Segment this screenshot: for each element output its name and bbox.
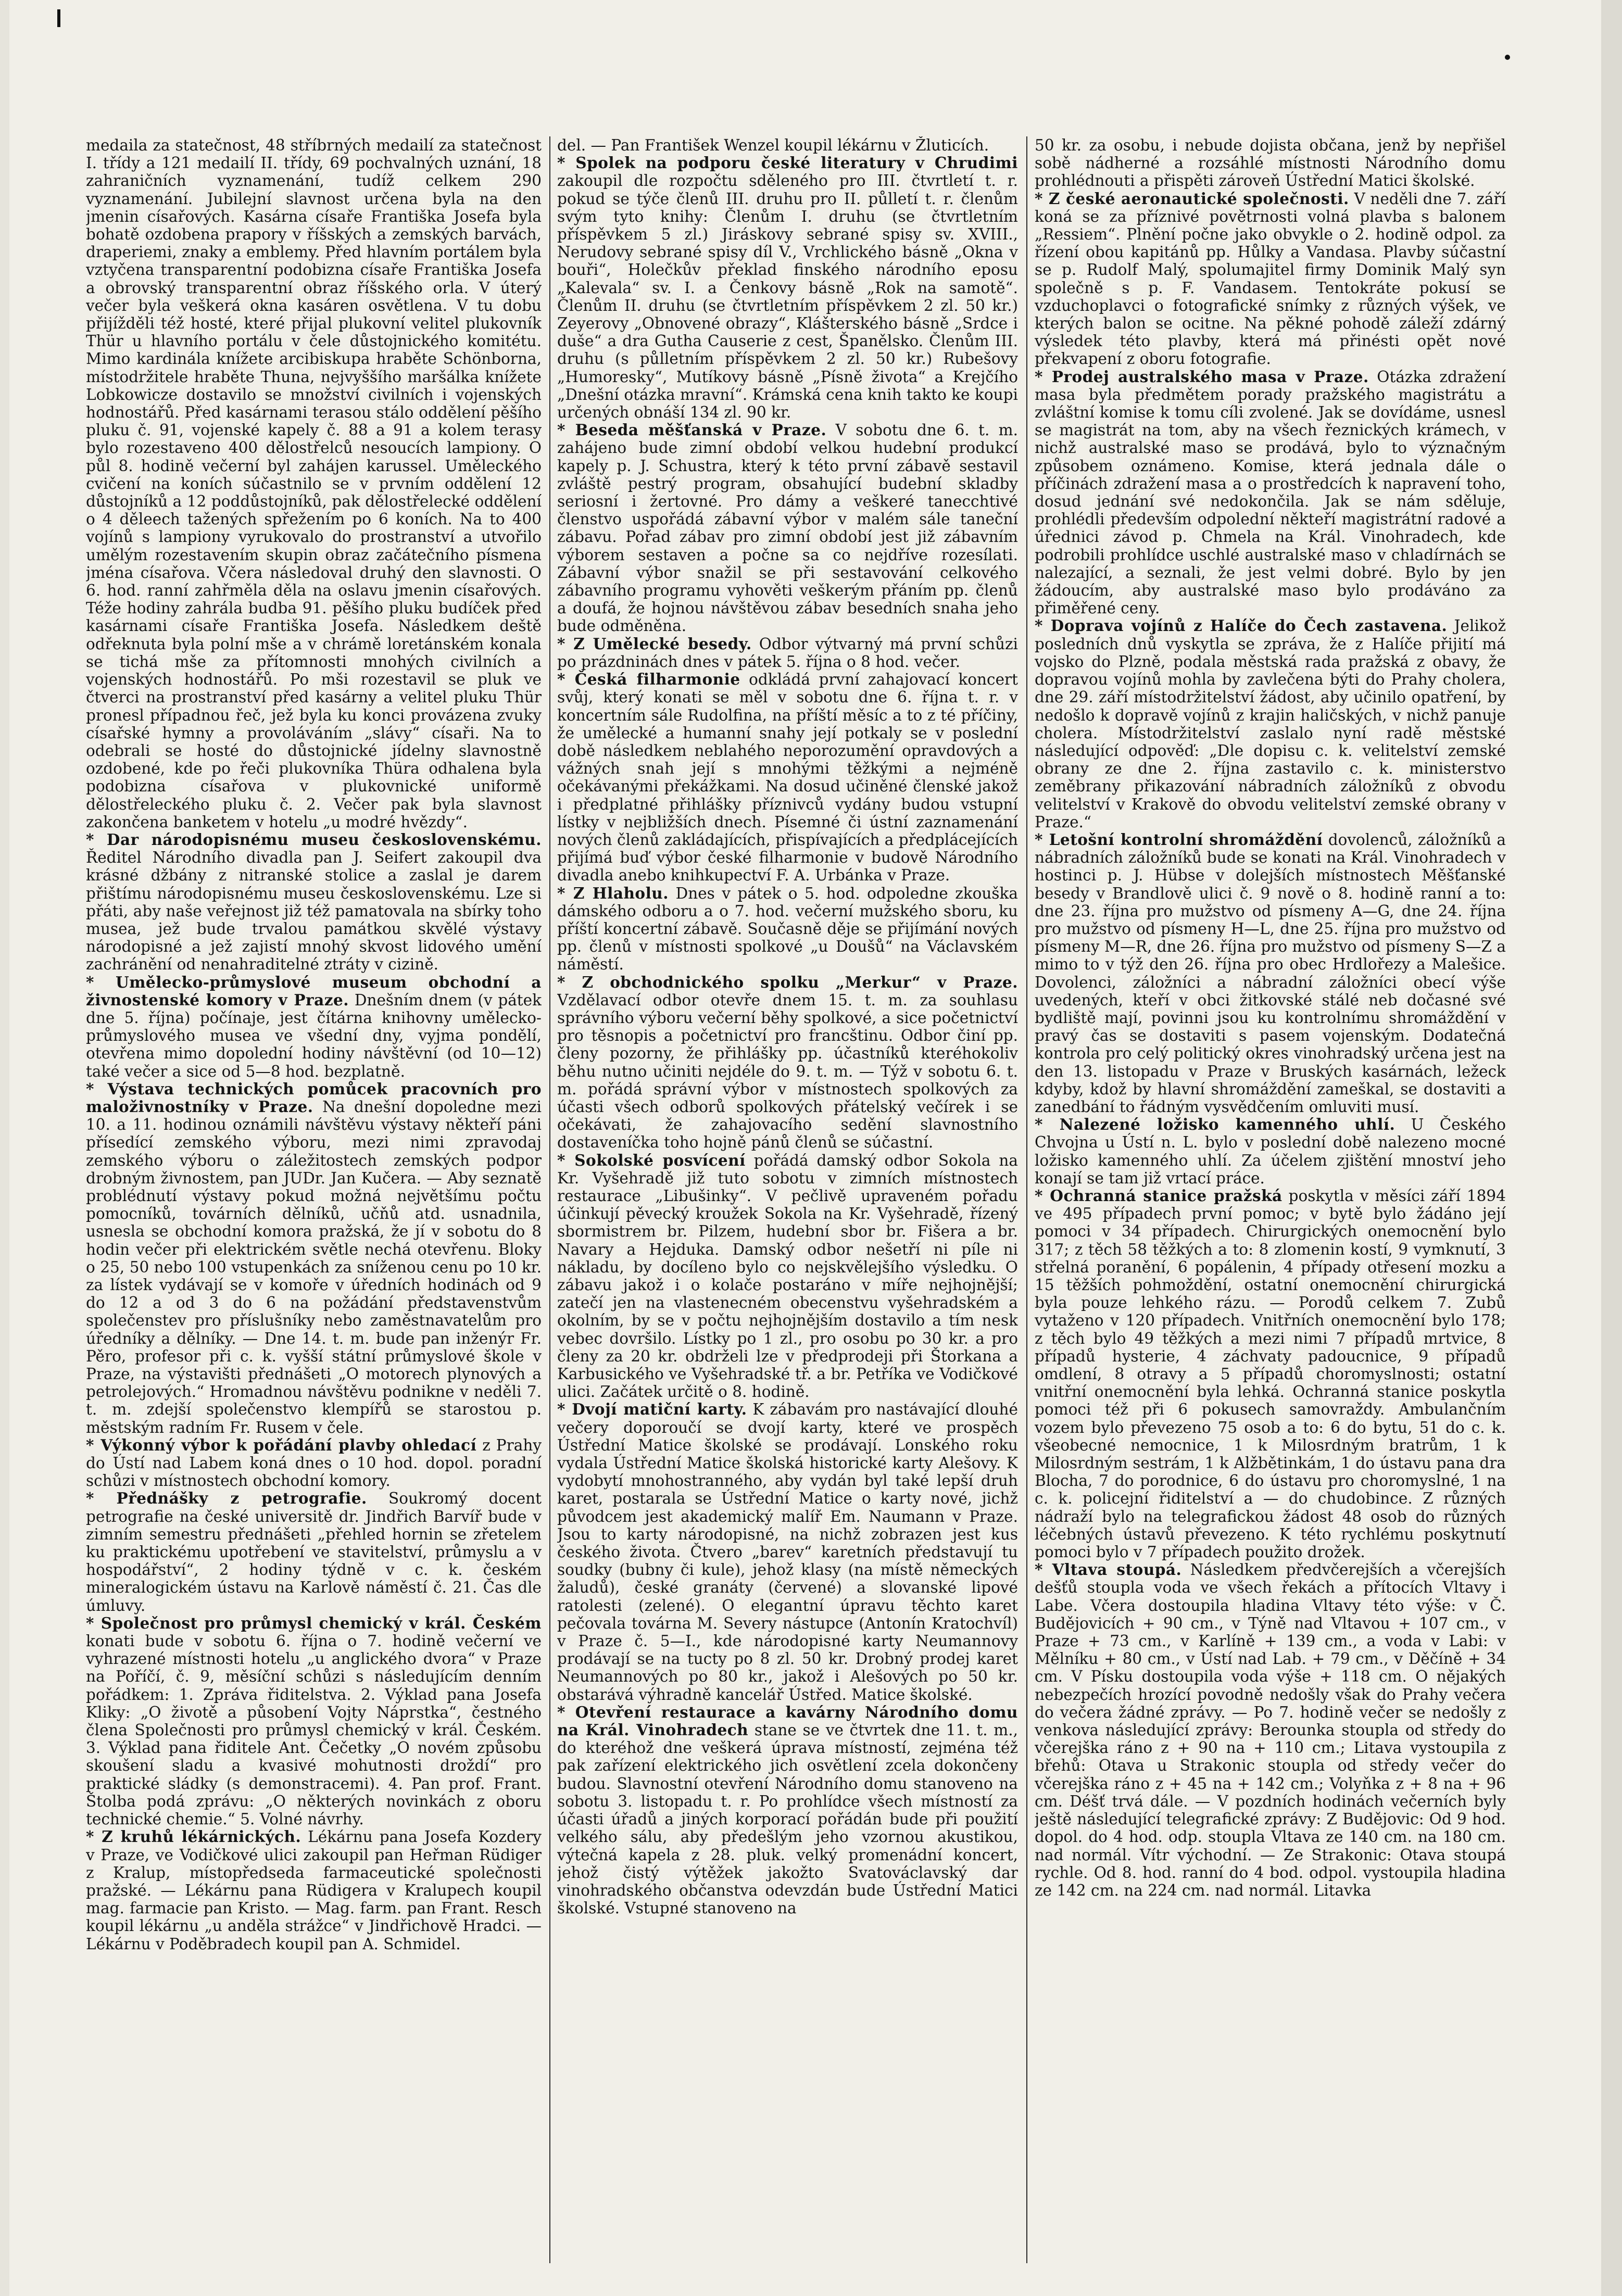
news-item-heading: * Ochranná stanice pražská (1035, 1186, 1282, 1205)
news-item (1035, 1116, 1506, 1187)
news-item-heading: * Spolek na podporu české literatury v Chrudimi (557, 154, 1018, 172)
column-rule (1026, 136, 1027, 2263)
news-item-text: pořádá damský odbor Sokola na Kr. Vyšehradě již tuto sobotu v zimních místnostech restaurace „Libušinky“. V pečlivě upraveném pořadu účinkují pěvecký kroužek Sokola na Kr. Vyšehradě, řízený sbormistrem br. Pilzem, hudební sbor br. Fišera a br. Navary a Hejduka. Damský odbor nešetří ni píle ni nákladu, by docíleno bylo co nejskvělejšího výsledku. O zábavu jakož i o kolače postaráno v míře nejhojnější; zatečí jen na vlastenecném obecenstvu vyšehradském a okolním, by se v počtu nejhojnějším dostavilo a tím nesk vebec dovršilo. Lístky po 1 zl., pro osobu po 30 kr. a pro členy za 20 kr. obdrželi lze v předprodeji při Štorkana a Karbusického ve Vyšehradské tř. a br. Petříka ve Vodičkové ulici. Začátek určitě o 8. hodině. (557, 1151, 1018, 1401)
news-item-heading: * Z Hlaholu. (557, 884, 669, 902)
news-item (1035, 136, 1506, 190)
news-item-heading: * Vltava stoupá. (1035, 1560, 1182, 1579)
news-item-text: Soukromý docent petrografie na české universitě dr. Jindřich Barvíř bude v zimním semestru přednášeti „přehled hornin se zřetelem ku praktickému upotřebení ve stavitelství, průmyslu a v hospodářství“, 2 hodiny týdně v c. k. českém mineralogickém ústavu na Karlově náměstí č. 21. Čas dle úmluvy. (86, 1490, 542, 1614)
ink-dot (1505, 55, 1510, 60)
news-item-heading: * Přednášky z petrografie. (86, 1489, 367, 1508)
news-item-text: V neděli dne 7. září koná se za příznivé povětrnosti volná plavba s balonem „Ressiem“. Plnění počne jako obvykle o 2. hodině odpol. za řízení obou kapitánů pp. Hůlky a Vandasa. Plavby súčastní se p. Rudolf Malý, spolumajitel firmy Dominik Malý syn společně s p. F. Vandasem. Tentokráte pokusí se vzduchoplavci o fotografické snímky z různých výšek, ve kterých balon se ocitne. Na pěkné pohodě záleží zdárný výsledek této plavby, která má přinésti opět nové překvapení z oboru fotografie. (1035, 190, 1506, 368)
news-item (86, 1828, 542, 1952)
news-item (557, 421, 1018, 635)
news-item (1035, 831, 1506, 1116)
article-columns (86, 136, 1507, 2263)
news-item-text: K zábavám pro nastávající dlouhé večery doporoučí se dvojí karty, které ve prospěch Ústřední Matice školské se prodávají. Lonského roku vydala Ústřední Matice školská historické karty Alešovy. K vydobytí mnohostranného, aby vydán byl také lepší druh karet, postarala se Ústřední Matice o karty nové, jichž původcem jest akademický malíř Em. Naumann v Praze. Jsou to karty národopisné, na nichž zobrazen jest kus českého života. Čtvero „barev“ karetních představují tu soudky (bubny či kule), jehož klasy (na místě německých žaludů), české granáty (červené) a slovanské lipové ratolesti (zelené). O elegantní úpravu těchto karet pečovala továrna M. Severy nástupce (Antonín Kratochvíl) v Praze č. 5—I., kde národopisné karty Neumannovy prodávají se na tucty po 8 zl. 50 kr. Drobný prodej karet Neumannových po 80 kr., jakož i Alešových po 50 kr. obstarává výhradně kancelář Ústřed. Matice školské. (557, 1401, 1018, 1704)
news-item-heading: * Z české aeronautické společnosti. (1035, 189, 1349, 208)
news-item (1035, 1187, 1506, 1561)
news-item-heading: * Česká filharmonie (557, 670, 740, 689)
news-item-heading: * Beseda měšťanská v Praze. (557, 421, 827, 439)
news-item (1035, 1561, 1506, 1899)
news-item (557, 974, 1018, 1152)
news-item-text: odkládá první zahajovací koncert svůj, který konati se měl v sobotu dne 6. října t. r. v koncertním sále Rudolfina, na příští měsíc a to z té příčiny, že umělecké a humanní snahy její potkaly se v poslední době následkem neblahého neporozumění opravdových a vážných snah její s mnohými těžkými a nejméně očekávanými překážkami. Na dosud učiněné členské jakož i předplatné přihlášky příznivců vydány budou vstupní lístky v nejbližších dnech. Písemné či ústní zaznamenání nových členů zakládajících, přispívajících a předplácejících přijímá buď výbor české filharmonie v budově Národního divadla anebo knihkupectví F. A. Urbánka v Praze. (557, 671, 1018, 885)
news-item-text: Odbor výtvarný má první schůzi po prázdninách dnes v pátek 5. října o 8 hod. večer. (557, 635, 1018, 671)
news-item (86, 136, 542, 831)
news-item-heading: * Z kruhů lékárnických. (86, 1827, 301, 1846)
news-item-heading: * Doprava vojínů z Halíče do Čech zastavena. (1035, 616, 1448, 635)
news-item-text: Vzdělavací odbor otevře dnem 15. t. m. za souhlasu správního výboru večerní běhy spolkové, a sice početnictví pro těsnopis a početnictví pro francštinu. Odbor činí pp. členy pozorny, že přihlášky pp. účastníků kteréhokoliv běhu nutno učiniti nejdéle do 9. t. m. — Týž v sobotu 6. t. m. pořádá správní výbor v místnostech spolkových za účasti všech odborů spolkových přátelský večírek i se očekávati, že zahajovacího sedění slavnostního dostaveníčka toho hojně pánů členů se súčastní. (557, 991, 1018, 1152)
scan-mark (57, 9, 60, 27)
news-item-heading: * Společnost pro průmysl chemický v král. Českém (86, 1613, 542, 1632)
news-item-text: konati bude v sobotu 6. října o 7. hodině večerní ve vyhrazené místnosti hotelu „u anglického dvora“ v Praze na Poříčí, č. 9, měsíční schůzi s následujícím denním pořádkem: 1. Zpráva řiditelstva. 2. Výklad pana Josefa Kliky: „O životě a působení Vojty Náprstka“, čestného člena Společnosti pro průmysl chemický v král. Českém. 3. Výklad pana řiditele Ant. Čečetky „O novém způsobu skoušení sladu a kvasivé mohutnosti droždí“ pro praktické sládky (s demonstracemi). 4. Pan prof. Frant. Štolba podá zprávu: „O některých novinkách z oboru technické chemie.“ 5. Volné návrhy. (86, 1632, 542, 1828)
news-item (557, 154, 1018, 421)
news-item-text: medaila za statečnost, 48 stříbrných medailí za statečnost I. třídy a 121 medailí II. třídy, 69 pochvalných uznání, 18 zahraničních vyznamenání, tudíž celkem 290 vyznamenání. Jubilejní slavnost určena byla na den jmenin císařových. Kasárna císaře Františka Josefa byla bohatě ozdobena prapory v říšských a zemských barvách, draperiemi, znaky a emblemy. Před hlavním portálem byla vztyčena transparentní podobizna císaře Františka Josefa a obrovský transparentní obraz říšského orla. V úterý večer byla veškerá okna kasáren osvětlena. V tu dobu přijížděli též hosté, které přijal plukovní velitel plukovník Thür u hlavního portálu v čele důstojnického komitétu. Mimo kardinála knížete arcibiskupa hraběte Schönborna, místodržitele hraběte Thuna, nejvyššího maršálka knížete Lobkowicze dostavilo se množství civilních i vojenských hodnostářů. Před kasárnami terasou stálo oddělení pěšího pluku č. 91, vojenské kapely č. 88 a 91 a kolem terasy bylo rozestaveno 400 dělostřelců nesoucích lampiony. O půl 8. hodině večerní byl zahájen karussel. Uměleckého cvičení na koních súčastnilo se v prvním oddělení 12 důstojníků a 12 poddůstojníků, pak dělostřelecké oddělení o 4 děleech tažených spřežením po 6 koních. Na to 400 vojínů s lampiony vyrukovalo do prostranství a utvořilo umělým rozestavením skupin obraz začátečního písmena jména císařova. Včera následoval druhý den slavnosti. O 6. hod. ranní zahřměla děla na oslavu jmenin císařových. Téže hodiny zahrála budba 91. pěšího pluku budíček před kasárnami císaře Františka Josefa. Následkem deště odřeknuta byla polní mše a v chrámě loretánském konala se tichá mše za přítomnosti mnohých civilních a vojenských hodnostářů. Po mši rozestavil se pluk ve čtverci na prostranství před kasárny a velitel pluku Thür pronesl případnou řeč, jež byla ku konci provázena zvuky císařské hymny a provoláváním „slávy“ císaři. Na to odebrali se hosté do důstojnické jídelny slavnostně ozdobené, kde po řeči plukovníka Thüra odhalena byla podobizna císařova v plukovnické uniformě dělostřeleckého pluku č. 2. Večer pak byla slavnost zakončena banketem v hotelu „u modré hvězdy“. (86, 136, 542, 831)
news-item-text: zakoupil dle rozpočtu sděleného pro III. čtvrtletí t. r. pokud se týče členů III. druhu pro II. půlletí t. r. členům svým tyto knihy: Členům I. druhu (se čtvrtletním příspěvkem 5 zl.) Jiráskovy sebrané spisy sv. XVIII., Nerudovy sebrané spisy díl V., Vrchlického básně „Okna v bouři“, Holečkův překlad finského národního eposu „Kalevala“ sv. I. a Čenkovy básně „Rok na samotě“. Členům II. druhu (se čtvrtletním příspěvkem 2 zl. 50 kr.) Zeyerovy „Obnovené obrazy“, Klášterského básně „Srdce i duše“ a dra Gutha Causerie z cest, Španělsko. Členům III. druhu (s půlletním příspěvkem 2 zl. 50 kr.) Rubešovy „Humoresky“, Mutíkovy básně „Písně života“ a Krejčího „Dnešní otázka mravní“. Krámská cena knih takto ke koupi určených obnáší 134 zl. 90 kr. (557, 172, 1018, 422)
news-item-text: Jelikož posledních dnů vyskytla se zpráva, že z Halíče přijití má vojsko do Plzně, podala městská rada pražská z obavy, že dopravou vojínů mohla by zavlečena býti do Prahy cholera, dne 29. září místodržitelství žádost, aby učinilo opatření, by nedošlo k dopravě vojínů z krajin haličských, v nichž panuje cholera. Místodržitelství zaslalo nyní radě městské následující odpověď: „Dle dopisu c. k. velitelství zemské obrany ze dne 2. října zastavilo c. k. ministerstvo zeměbrany přikazování nábradních záložníků z obvodu velitelství v Krakově do obvodu velitelství zemské obrany v Praze.“ (1035, 617, 1506, 831)
news-item-heading: * Z obchodnického spolku „Merkur“ v Praze. (557, 973, 1018, 991)
news-item (86, 831, 542, 974)
news-item-text: z Prahy do Ústí nad Labem koná dnes o 10 hod. dopol. poradní schůzi v místnostech obchodní komory. (86, 1436, 542, 1490)
news-item-text: U Českého Chvojna u Ústí n. L. bylo v poslední době nalezeno mocné ložisko kamenného uhlí. Za účelem zjištění mnoství jeho konají se tam již vrtací práce. (1035, 1116, 1506, 1187)
news-item (1035, 617, 1506, 830)
news-item-text: Následkem předvčerejších a včerejších dešťů stoupla voda ve všech řekách a přítocích Vltavy i Labe. Včera dostoupila hladina Vltavy této výše: v Č. Budějovicích + 90 cm., v Týně nad Vltavou + 107 cm., v Praze + 73 cm., v Karlíně + 139 cm., a voda v Labi: v Mělníku + 80 cm., v Ústí nad Lab. + 79 cm., v Děčíně + 34 cm. V Písku dostoupila voda výše + 118 cm. O nějakých nebezpečích hrozící povodně nedošly však do Prahy večera do večera žádné zprávy. — Po 7. hodině večer se nedošly z venkova následující zprávy: Berounka stoupla od středy do včerejška ráno z + 90 na + 110 cm.; Litava vystoupila z břehů: Otava u Strakonic stoupla od středy večer do včerejška ráno z + 45 na + 142 cm.; Volyňka z + 8 na + 96 cm. Déšť trvá dále. — V pozdních hodinách večerních byly ještě následující telegrafické zprávy: Z Budějovic: Od 9 hod. dopol. do 4 hod. odp. stoupla Vltava ze 140 cm. na 180 cm. nad normál. Vítr východní. — Ze Strakonic: Otava stoupá rychle. Od 8. hod. ranní do 4 bod. odpol. vystoupila hladina ze 142 cm. na 224 cm. nad normál. Litavka (1035, 1561, 1506, 1899)
news-item-heading: * Výkonný výbor k pořádání plavby ohledací (86, 1435, 477, 1454)
news-item-heading: * Dvojí matiční karty. (557, 1400, 747, 1419)
news-item (86, 1614, 542, 1828)
news-item-heading: * Otevření restaurace a kavárny Národního domu na Král. Vinohradech (557, 1702, 1018, 1739)
news-item-heading: * Sokolské posvícení (557, 1151, 746, 1169)
news-item-heading: * Výstava technických pomůcek pracovních pro maloživnostníky v Praze. (86, 1079, 542, 1116)
news-item-heading: * Nalezené ložisko kamenného uhlí. (1035, 1115, 1395, 1134)
column-2 (557, 136, 1018, 2263)
scan-left-edge (0, 0, 9, 2296)
scan-right-edge (1601, 0, 1622, 2296)
news-item (86, 1490, 542, 1614)
column-1 (86, 136, 542, 2263)
news-item (557, 1401, 1018, 1703)
news-item (557, 635, 1018, 671)
column-rule (549, 136, 550, 2263)
news-item-text: Na dnešní dopoledne mezi 10. a 11. hodinou oznámili návštěvu výstavy někteří páni přísedící zemského výboru, mezi nimi zpravodaj zemského výboru o záležitostech zemských podpor drobným živnostem, pan JUDr. Jan Kučera. — Aby seznatě problédnutí výstavy pokud možná největšímu počtu pomocníků, továrních dělníků, učňů atd. usnadnila, usnesla se obchodní komora pražská, že jí v sobotu do 8 hodin večer při elektrickém světle nechá otevřenu. Bloky o 25, 50 nebo 100 vstupenkách za sníženou cenu po 10 kr. za lístek vydávají se v komoře v úředních hodinách od 9 do 12 a od 3 do 6 na požádání představenstvům společenstev pro příslušníky nebo zaměstnavatelům pro úředníky a dělníky. — Dne 14. t. m. bude pan inženýr Fr. Pěro, profesor při c. k. vyšší státní průmyslové škole v Praze, na výstavišti přednášeti „O motorech plynových a petrolejových.“ Hromadnou návštěvu podnikne v neděli 7. t. m. zdejší společenstvo klempířů se starostou p. městským radním Fr. Rusem v čele. (86, 1097, 542, 1436)
news-item-text: Dnešním dnem (v pátek dne 5. října) počínaje, jest čítárna knihovny umělecko-průmyslového musea ve všední dny, vyjma pondělí, otevřena mimo dopolední hodiny návštěvní (od 10—12) také večer a sice od 5—8 hod. bezplatně. (86, 991, 542, 1080)
news-item (1035, 190, 1506, 368)
news-item-text: Dnes v pátek o 5. hod. odpoledne zkouška dámského odboru a o 7. hod. večerní mužského sboru, ku příští koncertní zábavě. Současně děje se přijímání nových pp. členů v místnosti spolkové „u Doušů“ na Václavském náměstí. (557, 884, 1018, 974)
news-item (557, 136, 1018, 154)
news-item-text: stane se ve čtvrtek dne 11. t. m., do kteréhož dne veškerá úprava místností, zejména též pak zařízení elektrického jich osvětlení zcela dokončeny budou. Slavnostní otevření Národního domu stanoveno na sobotu 3. listopadu t. r. Po prohlídce všech místností za účasti úřadů a jiných korporací pořádán bude při použití velkého sálu, aby předešlým jeho vzornou akustikou, výtečná kapela z 28. pluk. velký promenádní koncert, jehož čistý výtěžek jakožto Svatováclavský dar vinohradského občanstva odevzdán bude Ústřední Matici školské. Vstupné stanoveno na (557, 1721, 1018, 1917)
news-item-text: del. — Pan František Wenzel koupil lékárnu v Žluticích. (557, 136, 989, 154)
news-item-text: Otázka zdražení masa byla předmětem porady pražského magistrátu a zvláštní komise k tomu cíli zvolené. Jak se dovídáme, usnesl se magistrát na tom, aby na všech řeznických krámech, v nichž australské maso se prodává, bylo to význačným způsobem oznámeno. Komise, která jednala dále o příčinách zdražení masa a o prostředcích k napravení toho, dosud jednání své nedokončila. Jak se nám sděluje, prohlédli především odpolední někteří magistrátní radové a úřednici závod p. Chmela na Král. Vinohradech, kde podrobili prohlídce uschlé australské maso v chladírnách se nalezající, a seznali, že jest velmi dobré. Bylo by jen žádoucím, aby australské maso bylo prodáváno za přiměřené ceny. (1035, 368, 1506, 617)
news-item (1035, 368, 1506, 617)
news-item-heading: * Letošní kontrolní shromáždění (1035, 830, 1323, 849)
news-item (557, 1704, 1018, 1917)
column-3 (1035, 136, 1506, 2263)
news-item-heading: * Umělecko-průmyslové museum obchodní a živnostenské komory v Praze. (86, 973, 542, 1009)
news-item (557, 671, 1018, 884)
news-item-text: Ředitel Národního divadla pan J. Seifert zakoupil dva krásné džbány z nitranské stolice a zaslal je darem přištímu národopisnému museu československému. Lze si přáti, aby naše veřejnost již též pamatovala na sbírky toho musea, jež bude trvalou památkou skvělé výstavy národopisné a jež zajistí mnohý skvost lidového umění zachránění od nenahraditelné ztráty v cizině. (86, 849, 542, 974)
news-item (557, 885, 1018, 974)
news-item-text: poskytla v měsíci září 1894 ve 495 případech první pomoc; v bytě bylo žádáno její pomoci v 34 případech. Chirurgických onemocnění bylo 317; z těch 58 těžkých a to: 8 zlomenin kostí, 9 vymknutí, 3 střelná poranění, 6 popálenin, 4 případy otřesení mozku a 15 těžších pohmoždění, ostatní onemocnění chirurgická byla pouze lehkého rázu. — Porodů celkem 7. Zubů vytaženo v 120 případech. Vnitřních onemocnění bylo 178; z těch bylo 49 těžkých a mezi nimi 7 případů mrtvice, 8 případů hysterie, 4 záchvaty padoucnice, 9 případů omdlení, 8 otravy a 5 případů choromyslnosti; ostatní vnitřní onemocnění byla lehká. Ochranná stanice poskytla pomoci též při 6 pokusech samovraždy. Ambulančním vozem bylo převezeno 75 osob a to: 6 do bytu, 51 do c. k. všeobecné nemocnice, 1 k Milosrdným bratrům, 1 k Milosrdným sestrám, 1 k Alžbětinkám, 1 do ústavu pana dra Blocha, 7 do porodnice, 6 do ústavu pro choromyslné, 1 na c. k. policejní řiditelství a — do chudobince. Z různých nádraží bylo na telegrafickou žádost 48 osob do různých léčebných ústavů převezeno. K této rychlému poskytnutí pomoci bylo v 7 případech použito drožek. (1035, 1187, 1506, 1561)
news-item-heading: * Dar národopisnému museu československému. (86, 830, 542, 849)
news-item (86, 1080, 542, 1436)
news-item-heading: * Prodej australského masa v Praze. (1035, 367, 1369, 386)
news-item-text: Lékárnu pana Josefa Kozdery v Praze, ve Vodičkové ulici zakoupil pan Heřman Rüdiger z Kralup, místopředseda farmaceutické společnosti pražské. — Lékárnu pana Rüdigera v Kralupech koupil mag. farmacie pan Kristo. — Mag. farm. pan Frant. Resch koupil lékárnu „u anděla strážce“ v Jindřichově Hradci. — Lékárnu v Poděbradech koupil pan A. Schmidel. (86, 1828, 542, 1953)
news-item-text: V sobotu dne 6. t. m. zahájeno bude zimní období velkou hudební produkcí kapely p. J. Schustra, který k této první zábavě sestavil zvláště pestrý program, obsahující budební skladby seriosní i žertovné. Pro dámy a veškeré tanecchtivé členstvo uspořádá zábavní výbor v malém sále taneční zábavu. Pořad zábav pro zimní období jest již zábavním výborem sestaven a počne sa co nejdříve rozesílati. Zábavní výbor snažil se při sestavování celkového zábavního programu vyhověti veškerým přáním pp. členů a doufá, že hojnou návštěvou zábav besedních snaha jeho bude odměněna. (557, 421, 1018, 635)
news-item (557, 1152, 1018, 1401)
news-item-text: 50 kr. za osobu, i nebude dojista občana, jenž by nepřišel sobě nádherné a rozsáhlé místnosti Národního domu prohlédnouti a přispěti zároveň Ústřední Matici školské. (1035, 136, 1506, 190)
news-item-heading: * Z Umělecké besedy. (557, 634, 752, 653)
news-item (86, 1436, 542, 1490)
news-item (86, 974, 542, 1080)
news-item-text: dovolenců, záložníků a nábradních záložníků bude se konati na Král. Vinohradech v hostinci p. J. Hübse v dolejších místnostech Měšťanské besedy v Brandlově ulici č. 9 nově o 8. hodině ranní a to: dne 23. října pro mužstvo od písmeny A—G, dne 24. října pro mužstvo od písmeny H—L, dne 25. října pro mužstvo od písmeny M—R, dne 26. října pro mužstvo od písmeny S—Z a mimo to v týž den 26. října pro obec Hrdlořezy a Malešice. Dovolenci, záložníci a nábradní záložníci obecí výše uvedených, kteří v obci žitkovské stálé neb dočasné své bydliště mají, povinni jsou ku kontrolnímu shromáždění v pravý čas se dostaviti s pasem vojenským. Dodatečná kontrola pro celý politický okres vinohradský určena jest na den 13. listopadu v Praze v Bruských kasárnách, ležeck kdyby, kdož by hlavní shromáždění zameškal, se dostaviti a zanedbání to řádným vysvědčením omluviti musí. (1035, 830, 1506, 1116)
